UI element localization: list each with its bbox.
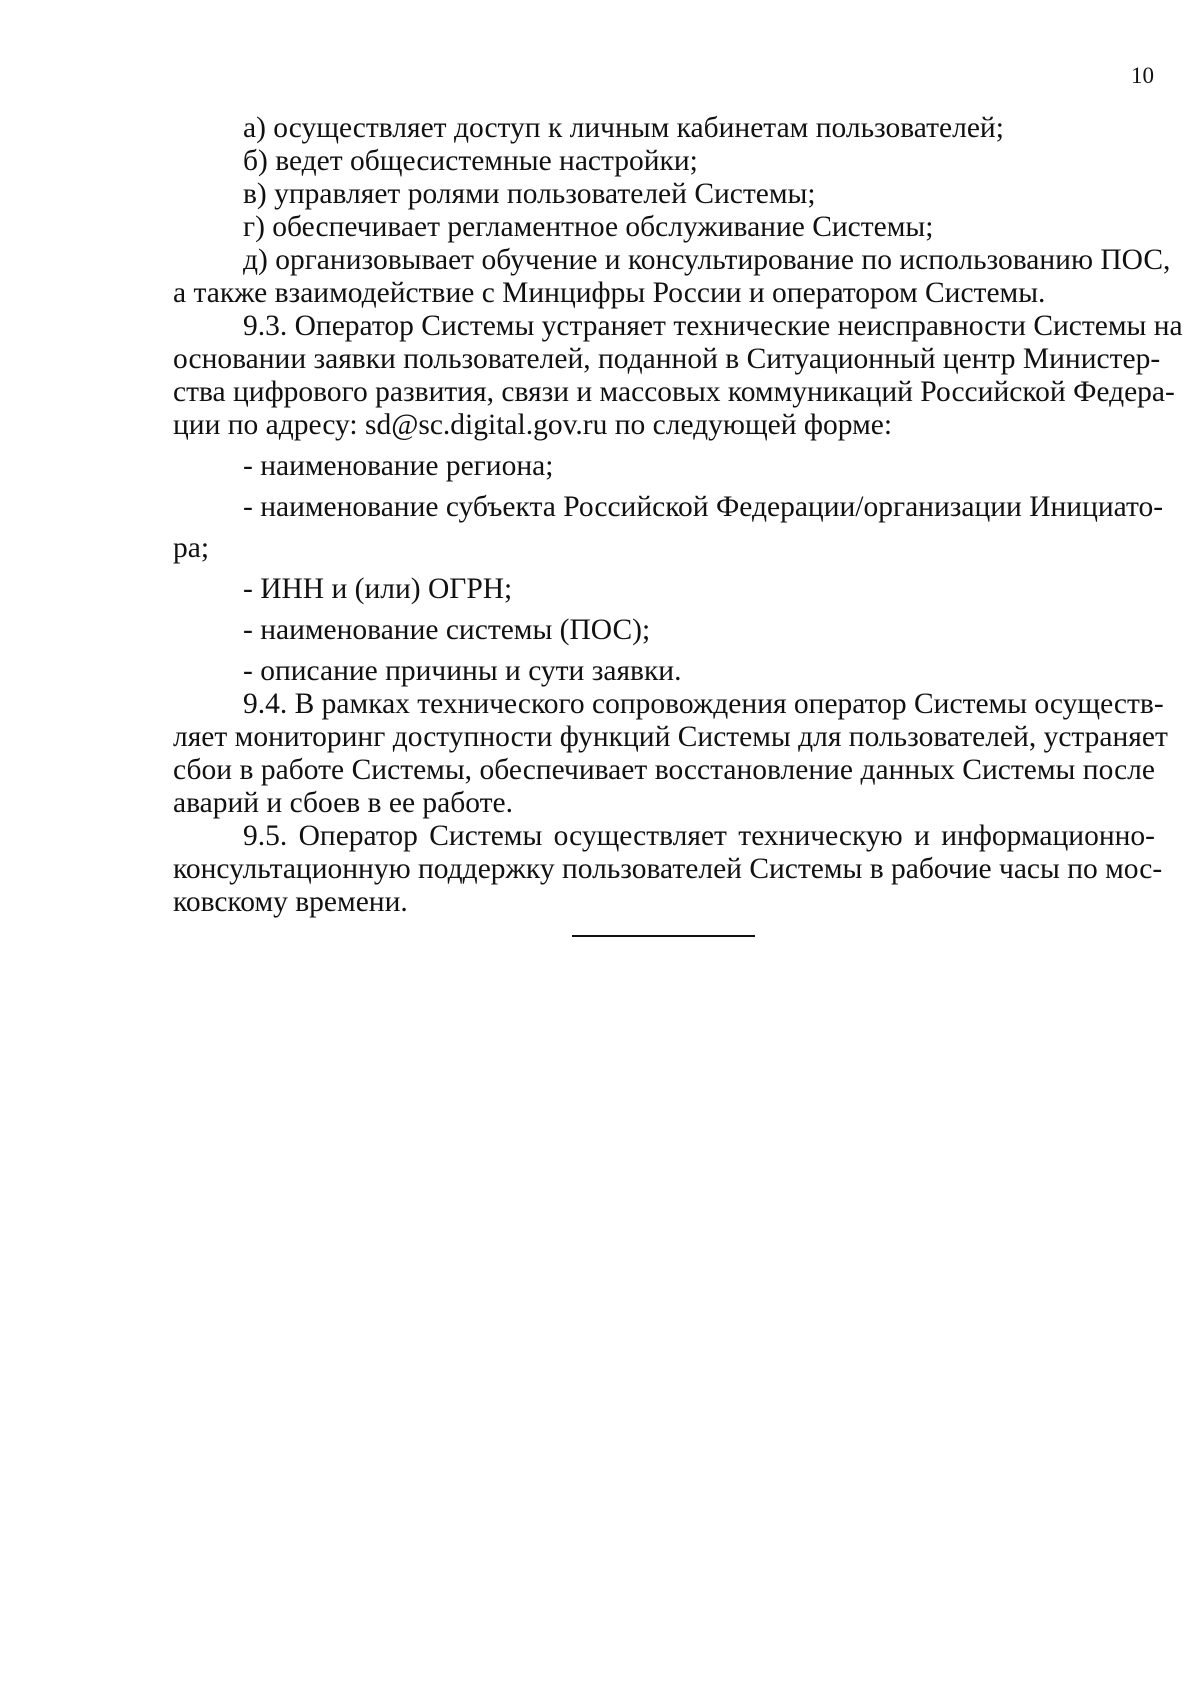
list-item-v: в) управляет ролями пользователей Системы; — [243, 178, 816, 210]
paragraph-9-3-line-4: ции по адресу: sd@sc.digital.gov.ru по следующей форме: — [173, 409, 893, 441]
paragraph-9-5-line-1: 9.5. Оператор Системы осуществляет техническую и информационно- — [243, 820, 1155, 852]
list-item-g: г) обеспечивает регламентное обслуживание Системы; — [243, 211, 934, 243]
document-body — [173, 112, 1183, 919]
form-item-region: - наименование региона; — [243, 450, 554, 482]
form-item-subject-line-2: ра; — [173, 532, 210, 564]
end-of-document-rule — [572, 935, 755, 937]
form-item-system-name: - наименование системы (ПОС); — [243, 614, 651, 646]
paragraph-9-4-line-3: сбои в работе Системы, обеспечивает восстановление данных Системы после — [173, 754, 1155, 786]
paragraph-9-3-line-1: 9.3. Оператор Системы устраняет технические неисправности Системы на — [243, 310, 1183, 342]
list-item-a: а) осуществляет доступ к личным кабинетам пользователей; — [243, 112, 1004, 144]
list-item-b: б) ведет общесистемные настройки; — [243, 145, 698, 177]
paragraph-9-4-line-1: 9.4. В рамках технического сопровождения оператор Системы осуществ- — [243, 688, 1164, 720]
page-number: 10 — [1131, 63, 1154, 88]
paragraph-9-3-line-3: ства цифрового развития, связи и массовых коммуникаций Российской Федера- — [173, 376, 1175, 408]
list-item-d-line-1: д) организовывает обучение и консультирование по использованию ПОС, — [243, 244, 1171, 276]
list-item-d-line-2: а также взаимодействие с Минцифры России и оператором Системы. — [173, 277, 1046, 309]
form-item-inn: - ИНН и (или) ОГРН; — [243, 573, 513, 605]
paragraph-9-4-line-2: ляет мониторинг доступности функций Системы для пользователей, устраняет — [173, 721, 1168, 753]
paragraph-9-5-line-3: ковскому времени. — [173, 886, 408, 918]
form-item-description: - описание причины и сути заявки. — [243, 655, 682, 687]
paragraph-9-3-line-2: основании заявки пользователей, поданной в Ситуационный центр Министер- — [173, 343, 1161, 375]
paragraph-9-4-line-4: аварий и сбоев в ее работе. — [173, 787, 513, 819]
paragraph-9-5-line-2: консультационную поддержку пользователей Системы в рабочие часы по мос- — [173, 853, 1163, 885]
form-item-subject-line-1: - наименование субъекта Российской Федерации/организации Инициато- — [243, 491, 1164, 523]
